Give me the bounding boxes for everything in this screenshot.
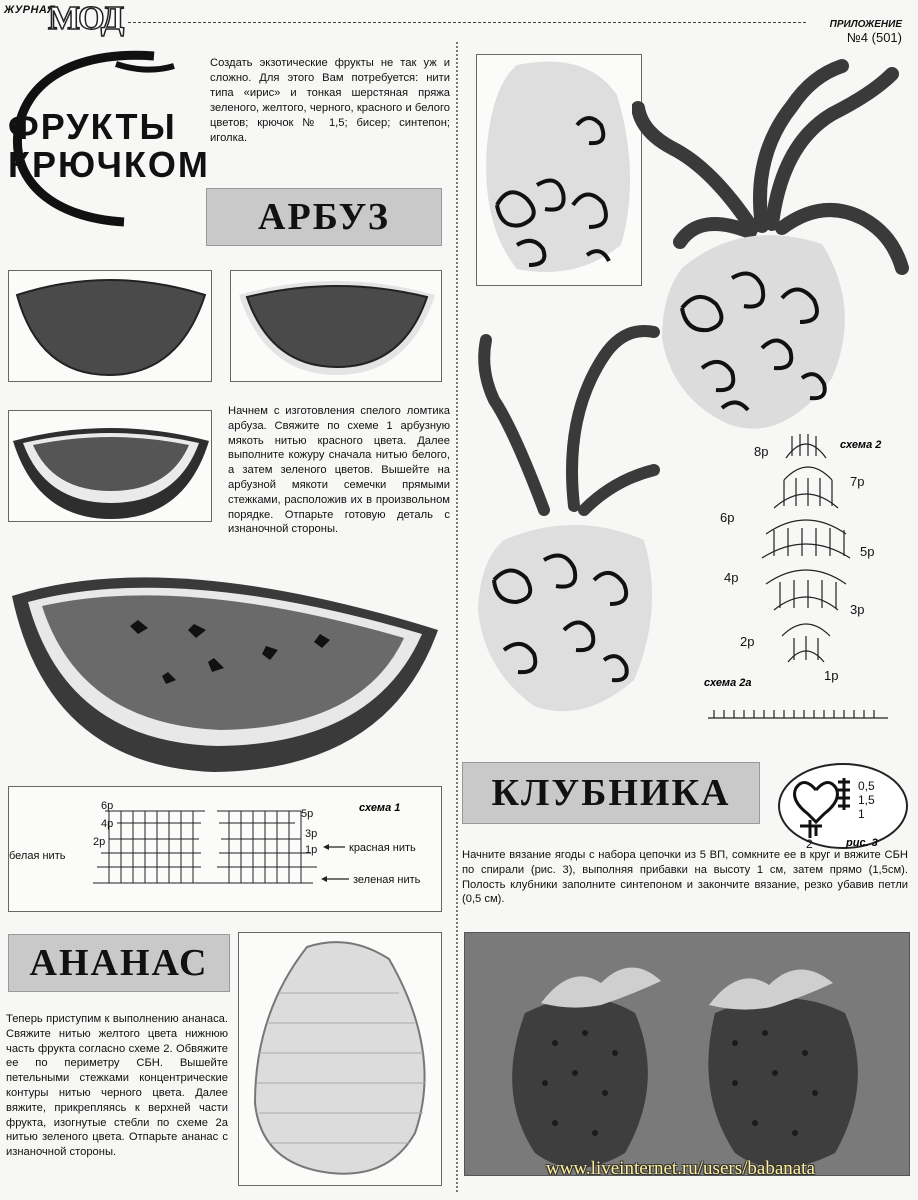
page-title (8, 108, 210, 184)
scheme1-row-label: 6р (101, 800, 114, 812)
scheme1-green-thread: зеленая нить (353, 874, 421, 886)
scheme1-row-label: 4р (101, 818, 114, 830)
pineapple-photo-small (476, 54, 642, 286)
scheme1-row-label: 3р (305, 828, 318, 840)
title-line-2: КРЮЧКОМ (8, 144, 210, 185)
header-rule (128, 22, 806, 23)
scheme-2-diagram (700, 428, 910, 728)
supplement-label: ПРИЛОЖЕНИЕ (829, 19, 902, 30)
pineapple-instructions: Теперь приступим к выполнению ананаса. Свяжите нитью желтого цвета нижнюю часть фрукта согласно схеме 2. Обвяжите ее по периметру СБН. Вышейте петельными стежками концентрические контуры нитью черного цвета. Далее вяжите, прикрепляясь к верхней части фрукта, изогнутые стебли по схеме 2а нитью зеленого цвета. Отпарьте ананас с изнаночной стороны. (6, 1013, 228, 1159)
scheme2-row-label: 5р (860, 544, 875, 559)
scheme1-row-label: 5р (301, 808, 314, 820)
figure3-mark: 1 (858, 807, 865, 821)
figure-3 (776, 760, 910, 852)
scheme1-row-label: 2р (93, 836, 106, 848)
strawberry-photo (464, 932, 910, 1176)
scheme2-label: схема 2 (840, 439, 882, 451)
pineapple-photo-large (632, 48, 914, 450)
watermelon-instructions: Начнем с изготовления спелого ломтика арбуза. Свяжите по схеме 1 арбузную мякоть нитью красного цвета. Далее выполните кожуру сначала нитью белого, а затем зеленого цветов. Вышейте на арбузной мякоти семечки прямыми стежками, расположив их в произвольном порядке. Отпарьте готовую деталь с изнаночной стороны. (228, 405, 450, 536)
scheme2-row-label: 1р (824, 668, 839, 683)
scheme2-row-label: 3р (850, 602, 865, 617)
scheme-1-box (8, 786, 442, 912)
column-divider (456, 42, 458, 1192)
scheme2-row-label: 7р (850, 474, 865, 489)
scheme1-red-thread: красная нить (349, 842, 416, 854)
watermelon-photo-1 (8, 270, 212, 382)
watermelon-photo-3 (8, 410, 212, 522)
strawberry-instructions: Начните вязание ягоды с набора цепочки из 5 ВП, сомкните ее в круг и вяжите СБН по спирали (рис. 3), выполняя прибавки на высоту 1 см, затем прямо (1,5см). Полость клубники заполните синтепоном и закончите вязание, резко убавив петли (0,5 см). (462, 849, 908, 906)
watermelon-photo-2 (230, 270, 442, 382)
magazine-prefix: ЖУРНАЛ (4, 4, 56, 16)
scheme1-row-label: 1р (305, 844, 318, 856)
issue-number: №4 (501) (846, 30, 902, 45)
section-title-strawberry: КЛУБНИКА (462, 762, 760, 824)
figure3-label: рис. 3 (846, 837, 878, 849)
figure3-mark: 2 (806, 837, 813, 851)
section-title-watermelon: АРБУЗ (206, 188, 442, 246)
section-title-pineapple: АНАНАС (8, 934, 230, 992)
title-line-1: ФРУКТЫ (8, 106, 177, 147)
scheme2-row-label: 2р (740, 634, 755, 649)
issue-info (830, 18, 902, 44)
website-watermark: www.liveinternet.ru/users/babanata (546, 1158, 815, 1179)
figure3-mark: 1,5 (858, 793, 875, 807)
scheme2-row-label: 4р (724, 570, 739, 585)
scheme1-white-thread: белая нить (9, 850, 66, 862)
watermelon-large-photo (8, 560, 444, 780)
pineapple-photo-medium (464, 310, 674, 730)
pineapple-base-photo (238, 932, 442, 1186)
intro-text: Создать экзотические фрукты не так уж и сложно. Для этого Вам потребуется: нити типа «ирис» и тонкая шерстяная пряжа зеленого, желтого, черного, красного и белого цветов; крючок № 1,5; бисер; синтепон; иголка. (210, 57, 450, 144)
scheme1-label: схема 1 (359, 802, 401, 814)
scheme2-row-label: 8р (754, 444, 769, 459)
scheme2a-label: схема 2а (704, 677, 752, 689)
figure3-mark: 0,5 (858, 779, 875, 793)
scheme2-row-label: 6р (720, 510, 735, 525)
magazine-logo: МОД (48, 0, 123, 37)
